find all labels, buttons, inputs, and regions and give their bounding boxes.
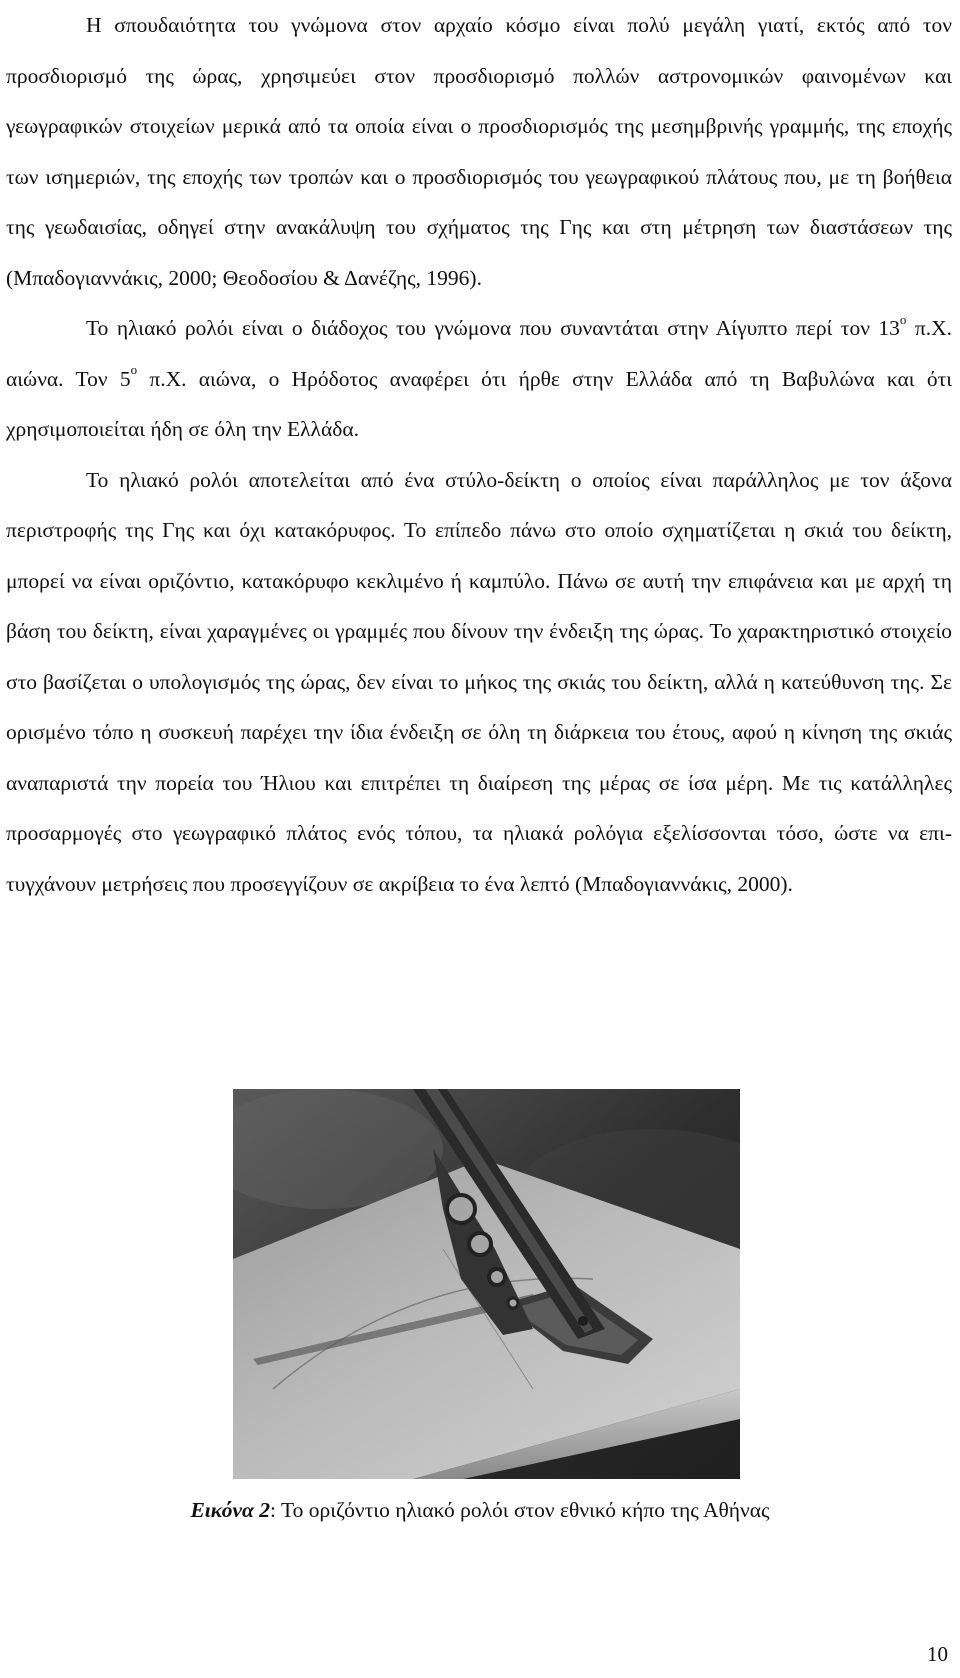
page-number: 10 [927, 1642, 948, 1666]
superscript: ο [899, 311, 907, 327]
paragraph-text: Το ηλιακό ρολόι είναι ο διάδοχος του γνώμονα που συναντάται στην Αίγυπτο περί τον 13 [86, 316, 900, 340]
paragraph: Το ηλιακό ρολόι αποτελείται από ένα στύλο-δείκτη ο οποίος είναι παράλληλος με τον άξονα περιστροφής της Γης και όχι κατακόρυφος. Το επίπεδο πάνω στο οποίο σχηματίζεται η σκιά του δείκτη, μπορεί να είναι οριζόντιο, κατακόρυφο κεκλιμένο ή καμπύλο. Πάνω σε αυτή την επιφάνεια και με αρχή τη βάση του δείκτη, είναι χαραγμένες οι γραμμές που δίνουν την ένδειξη της ώρας. Το χαρακτηριστικό στοιχείο στο βασίζεται ο υπολογισμός της ώρας, δεν είναι το μήκος της σκιάς του δείκτη, αλλά η κατεύθυνση της. Σε ορισμένο τόπο η συσκευή παρέχει την ίδια ένδειξη σε όλη τη διάρκεια του έτους, αφού η κίνηση της σκιάς αναπαριστά την πορεία του Ήλιου και επιτρέπει τη διαίρεση της μέρας σε ίσα μέρη. Με τις κατάλληλες προσαρμογές στο γεωγραφικό πλάτος ενός τόπου, τα ηλιακά ρολόγια εξελίσσονται τόσο, ώστε να επιτυγχάνουν μετρήσεις που προσεγγίζουν σε ακρίβεια το ένα λεπτό (Μπαδογιαννάκις, 2000). [6, 467, 952, 896]
paragraph-text: π.Χ. αιώνα. Τον 5 [6, 316, 952, 391]
paragraph: Η σπουδαιότητα του γνώμονα στον αρχαίο κόσμο είναι πολύ μεγάλη γιατί, εκτός από τον προσδιορισμό της ώρας, χρησιμεύει στον προσδιορισμό πολλών αστρονομικών φαινομένων και γεωγραφικών στοιχείων μερικά από τα οποία είναι ο προσδιορισμός της μεσημβρινής γραμμής, της εποχής των ισημεριών, της εποχής των τροπών και ο προσδιορισμός του γεωγραφικού πλάτους που, με τη βοήθεια της γεωδαισίας, οδηγεί στην ανακάλυψη του σχήματος της Γης και στη μέτρηση των διαστάσεων της (Μπαδογιαννάκις, 2000; Θεοδοσίου & Δανέζης, 1996). [6, 13, 952, 290]
paragraph-text: π.Χ. αιώνα, ο Ηρόδοτος αναφέρει ότι ήρθε στην Ελλάδα από τη Βαβυλώνα και ότι χρησιμοποιείται ήδη σε όλη την Ελλάδα. [6, 366, 952, 441]
figure-caption-text: : Το οριζόντιο ηλιακό ρολόι στον εθνικό κήπο της Αθήνας [270, 1498, 770, 1522]
paragraph [6, 303, 952, 455]
sundial-photo [233, 1089, 740, 1479]
body-text [6, 0, 952, 909]
figure-caption [0, 1495, 960, 1525]
figure-caption-label: Εικόνα 2 [190, 1498, 271, 1522]
superscript: ο [130, 362, 138, 378]
sundial-photo-image [233, 1089, 740, 1479]
